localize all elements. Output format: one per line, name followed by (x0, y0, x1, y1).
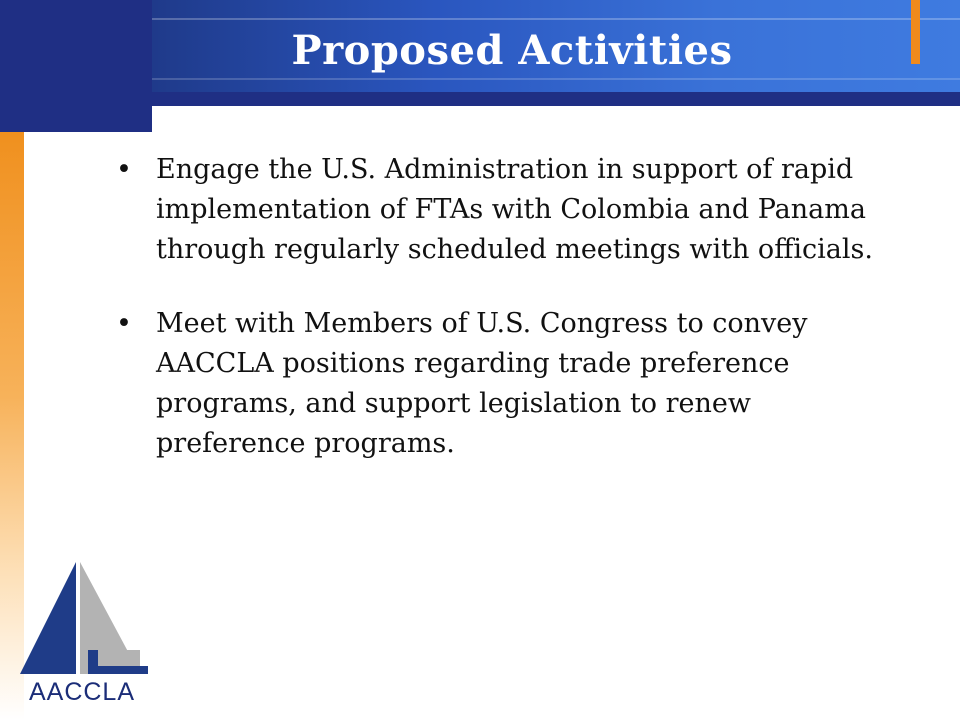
logo-navy-triangle (20, 562, 76, 674)
slide-title: Proposed Activities (291, 26, 733, 74)
bullet-marker: • (116, 308, 132, 339)
logo-wordmark: AACCLA (28, 678, 136, 706)
bullet-text: Meet with Members of U.S. Congress to convey AACCLA positions regarding trade preference programs, and support legislation to renew preference programs. (156, 308, 808, 459)
bullet-marker: • (116, 154, 132, 185)
logo-navy-base (88, 666, 148, 674)
header-dark-block (0, 0, 152, 132)
bullet-text: Engage the U.S. Administration in support of rapid implementation of FTAs with Colombia and Panama through regularly scheduled meetings with officials. (156, 154, 873, 265)
bullet-list (108, 150, 908, 498)
orange-accent-top (911, 0, 920, 64)
header-bottom-strip (152, 92, 960, 106)
bullet-item (108, 150, 908, 270)
bullet-item (108, 304, 908, 464)
